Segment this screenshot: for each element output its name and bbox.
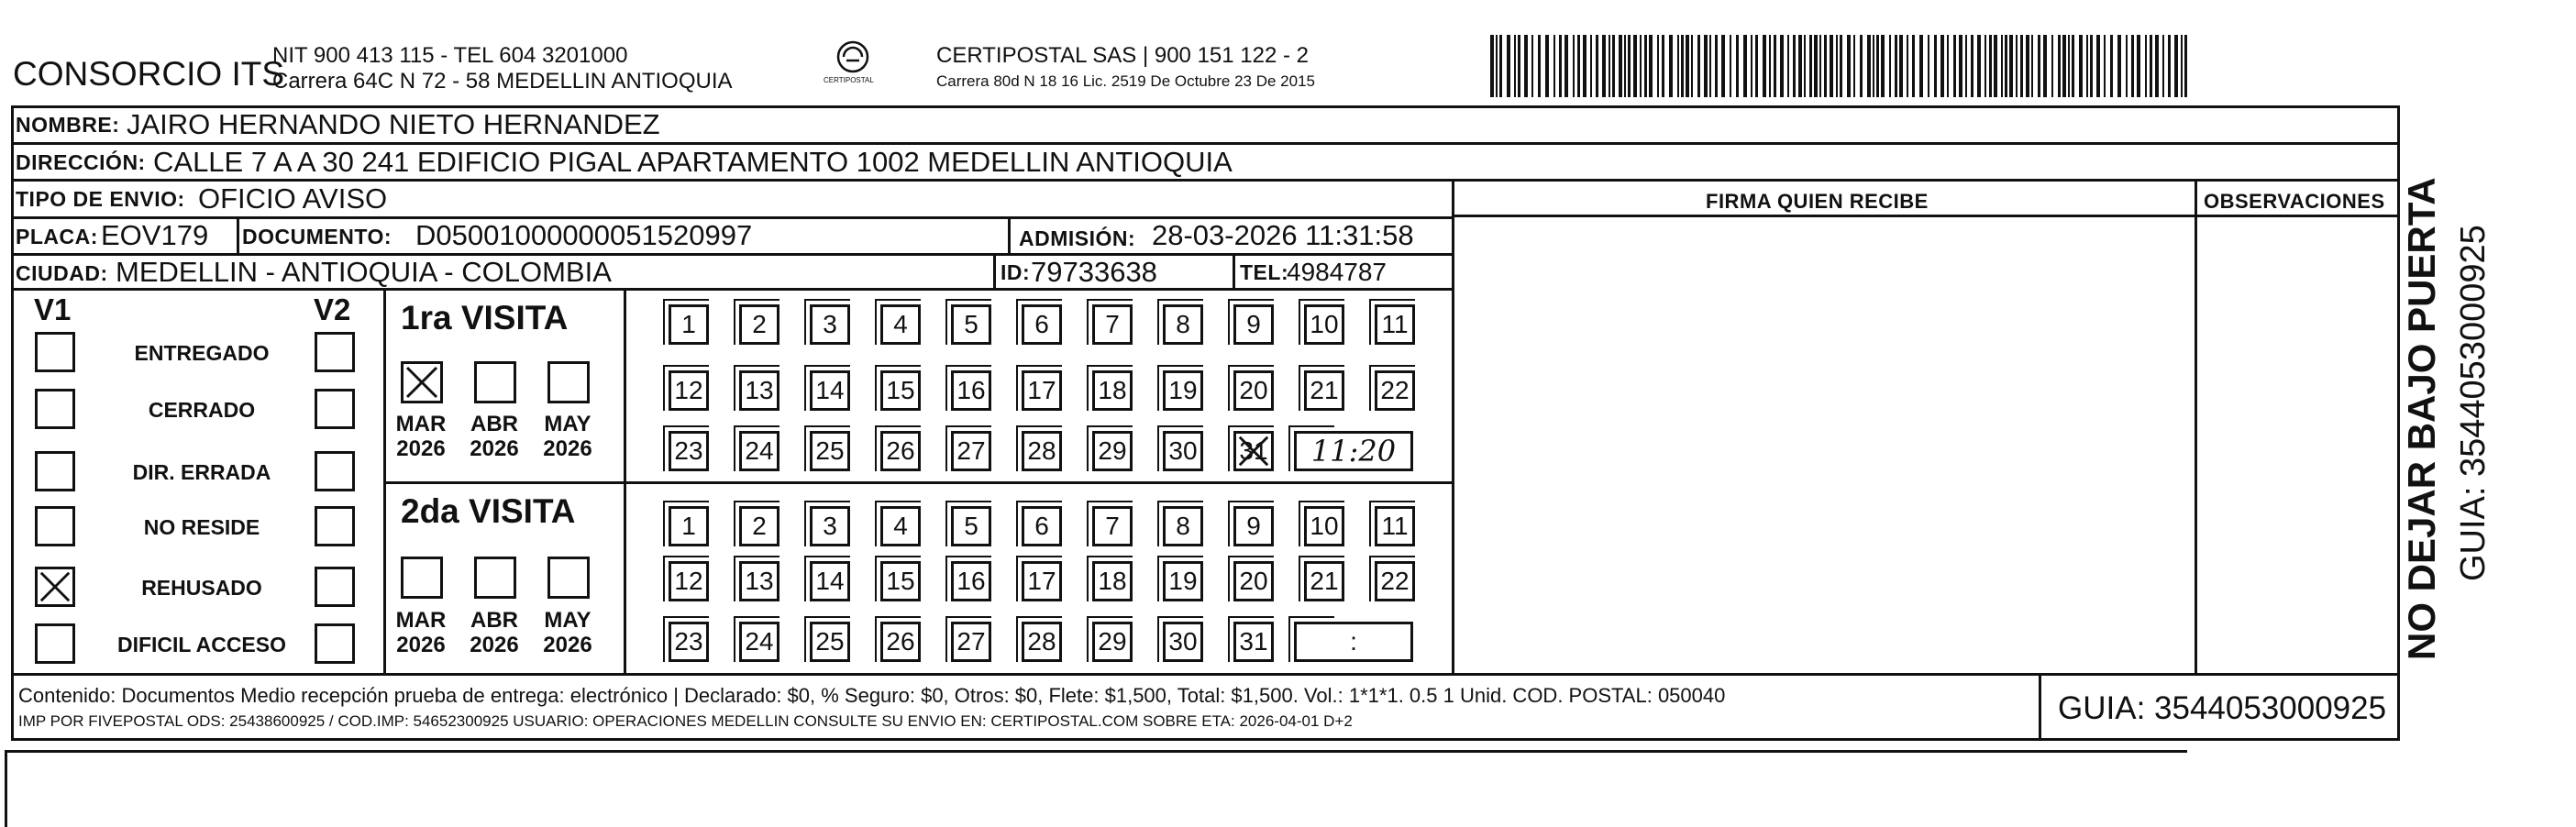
day-box[interactable]: 25 — [810, 622, 850, 662]
barcode-bar — [1830, 35, 1833, 97]
barcode-bar — [2072, 35, 2074, 97]
barcode-bar — [1928, 35, 1929, 97]
tipo-value: OFICIO AVISO — [198, 182, 388, 215]
barcode-bar — [1755, 35, 1758, 97]
tipo-label: TIPO DE ENVIO: — [16, 187, 185, 211]
barcode-bar — [1899, 35, 1903, 97]
month-label: MAR 2026 — [395, 412, 447, 461]
barcode-bar — [1577, 35, 1580, 97]
day-box[interactable]: 1 — [669, 506, 709, 546]
barcode-bar — [1691, 35, 1693, 97]
barcode-bar — [1919, 35, 1923, 97]
day-box[interactable]: 25 — [810, 431, 850, 471]
barcode-bar — [2145, 35, 2147, 97]
rule — [11, 142, 2400, 145]
barcode-bar — [1709, 35, 1711, 97]
status-label: DIR. ERRADA — [132, 460, 271, 484]
barcode-bar — [1553, 35, 1555, 97]
day-box[interactable]: 27 — [951, 622, 991, 662]
barcode-bar — [2026, 35, 2029, 97]
barcode-bar — [1736, 35, 1739, 97]
rule — [11, 673, 2400, 676]
barcode-bar — [1947, 35, 1949, 97]
rule — [993, 253, 996, 290]
barcode — [1490, 35, 2187, 97]
day-box[interactable]: 9 — [1233, 304, 1274, 345]
barcode-bar — [1559, 35, 1562, 97]
day-box[interactable]: 16 — [951, 561, 991, 601]
day-box[interactable]: 28 — [1022, 622, 1062, 662]
rule — [624, 288, 626, 673]
barcode-bar — [2051, 35, 2053, 97]
day-box[interactable]: 26 — [880, 622, 921, 662]
day-box[interactable]: 20 — [1233, 370, 1274, 411]
v2-checkbox[interactable] — [315, 506, 355, 546]
barcode-bar — [1793, 35, 1796, 97]
courier-line: CERTIPOSTAL SAS | 900 151 122 - 2 — [936, 43, 1309, 68]
day-box[interactable]: 11 — [1375, 506, 1415, 546]
barcode-bar — [1985, 35, 1986, 97]
day-box[interactable]: 13 — [739, 370, 779, 411]
barcode-bar — [1907, 35, 1908, 97]
barcode-bar — [2079, 35, 2083, 97]
day-box[interactable]: 12 — [669, 370, 709, 411]
barcode-bar — [1965, 35, 1967, 97]
day-box[interactable]: 23 — [669, 622, 709, 662]
month-checkbox[interactable] — [401, 361, 443, 403]
day-box[interactable]: 8 — [1163, 304, 1203, 345]
rule — [237, 216, 239, 254]
v2-checkbox[interactable] — [315, 389, 355, 429]
day-box[interactable]: 5 — [951, 304, 991, 345]
v2-checkbox[interactable] — [315, 332, 355, 372]
barcode-bar — [1538, 35, 1541, 97]
day-box[interactable]: 27 — [951, 431, 991, 471]
day-box[interactable]: 10 — [1304, 506, 1344, 546]
barcode-bar — [2031, 35, 2033, 97]
barcode-bar — [1840, 35, 1842, 97]
month-label: MAR 2026 — [395, 608, 447, 657]
barcode-bar — [1697, 35, 1700, 97]
placa-label: PLACA: — [16, 225, 98, 248]
barcode-bar — [1819, 35, 1821, 97]
barcode-bar — [1934, 35, 1937, 97]
barcode-bar — [1490, 35, 1494, 97]
barcode-bar — [2162, 35, 2164, 97]
day-box[interactable]: 20 — [1233, 561, 1274, 601]
v1-checkbox[interactable] — [35, 389, 75, 429]
company-address: Carrera 64C N 72 - 58 MEDELLIN ANTIOQUIA — [272, 69, 733, 94]
day-box[interactable]: 18 — [1092, 561, 1133, 601]
barcode-bar — [1889, 35, 1891, 97]
day-box[interactable]: 15 — [880, 370, 921, 411]
month-checkbox[interactable] — [474, 557, 516, 599]
barcode-bar — [1743, 35, 1747, 97]
day-box[interactable]: 7 — [1092, 304, 1133, 345]
barcode-bar — [1686, 35, 1689, 97]
ciudad-value: MEDELLIN - ANTIOQUIA - COLOMBIA — [116, 256, 612, 288]
barcode-bar — [2062, 35, 2066, 97]
month-checkbox[interactable] — [547, 557, 590, 599]
id-label: ID: — [1001, 260, 1031, 284]
day-box[interactable]: 21 — [1304, 370, 1344, 411]
company-nit: NIT 900 413 115 - TEL 604 3201000 — [272, 43, 628, 68]
day-box[interactable]: 6 — [1022, 506, 1062, 546]
barcode-bar — [1814, 35, 1818, 97]
documento-value: D05001000000051520997 — [415, 219, 753, 251]
barcode-bar — [1804, 35, 1806, 97]
barcode-bar — [1564, 35, 1568, 97]
barcode-bar — [1704, 35, 1708, 97]
barcode-bar — [1657, 35, 1659, 97]
time-box[interactable]: : — [1294, 622, 1413, 662]
nombre-value: JAIRO HERNANDO NIETO HERNANDEZ — [127, 108, 660, 140]
courier-address: Carrera 80d N 18 16 Lic. 2519 De Octubre 23 De 2015 — [936, 72, 1315, 90]
v1-checkbox[interactable] — [35, 506, 75, 546]
v1-checkbox[interactable] — [35, 332, 75, 372]
barcode-bar — [1787, 35, 1789, 97]
barcode-bar — [1518, 35, 1520, 97]
barcode-bar — [2020, 35, 2023, 97]
barcode-bar — [2181, 35, 2183, 97]
barcode-bar — [2096, 35, 2100, 97]
v1-checkbox[interactable] — [35, 623, 75, 664]
barcode-bar — [1573, 35, 1575, 97]
day-box[interactable]: 29 — [1092, 622, 1133, 662]
day-box[interactable]: 29 — [1092, 431, 1133, 471]
day-box[interactable]: 22 — [1375, 561, 1415, 601]
rule — [1008, 216, 1011, 254]
barcode-bar — [2068, 35, 2070, 97]
barcode-bar — [2058, 35, 2061, 97]
barcode-bar — [1531, 35, 1533, 97]
first-visit-title: 1ra VISITA — [401, 299, 569, 336]
barcode-bar — [2086, 35, 2088, 97]
day-box[interactable]: 28 — [1022, 431, 1062, 471]
barcode-bar — [2104, 35, 2106, 97]
day-box[interactable]: 17 — [1022, 561, 1062, 601]
barcode-bar — [1609, 35, 1610, 97]
rule — [1233, 253, 1235, 290]
day-box[interactable]: 4 — [880, 304, 921, 345]
day-box[interactable]: 7 — [1092, 506, 1133, 546]
day-box[interactable]: 24 — [739, 622, 779, 662]
month-label: MAY 2026 — [543, 608, 592, 657]
day-box[interactable]: 2 — [739, 506, 779, 546]
day-box[interactable]: 11 — [1375, 304, 1415, 345]
barcode-bar — [1681, 35, 1684, 97]
rule — [5, 750, 7, 827]
barcode-bar — [1677, 35, 1679, 97]
barcode-bar — [2184, 35, 2187, 97]
barcode-bar — [1583, 35, 1587, 97]
status-label: NO RESIDE — [143, 515, 260, 539]
barcode-bar — [1624, 35, 1626, 97]
barcode-bar — [1751, 35, 1752, 97]
admision-label: ADMISIÓN: — [1019, 226, 1136, 250]
barcode-bar — [1977, 35, 1981, 97]
day-box[interactable]: 21 — [1304, 561, 1344, 601]
barcode-bar — [1809, 35, 1812, 97]
day-box[interactable]: 9 — [1233, 506, 1274, 546]
barcode-bar — [1721, 35, 1725, 97]
day-box[interactable]: 17 — [1022, 370, 1062, 411]
day-box[interactable]: 22 — [1375, 370, 1415, 411]
barcode-bar — [1662, 35, 1664, 97]
barcode-bar — [2016, 35, 2018, 97]
day-box[interactable]: 8 — [1163, 506, 1203, 546]
company-name: CONSORCIO ITS — [13, 55, 285, 93]
barcode-bar — [1640, 35, 1642, 97]
barcode-bar — [2117, 35, 2121, 97]
v2-header: V2 — [314, 292, 351, 326]
v1-checkbox[interactable] — [35, 451, 75, 491]
day-box[interactable]: 1 — [669, 304, 709, 345]
rule — [2039, 673, 2041, 741]
firma-header: FIRMA QUIEN RECIBE — [1706, 190, 1929, 213]
barcode-bar — [1971, 35, 1973, 97]
barcode-bar — [1514, 35, 1516, 97]
day-box[interactable]: 30 — [1163, 431, 1203, 471]
barcode-bar — [1602, 35, 1606, 97]
day-box[interactable]: 14 — [810, 561, 850, 601]
barcode-bar — [1959, 35, 1962, 97]
barcode-bar — [1824, 35, 1827, 97]
barcode-bar — [1644, 35, 1647, 97]
barcode-bar — [1524, 35, 1528, 97]
tel-value: 4984787 — [1287, 258, 1388, 286]
id-value: 79733638 — [1031, 256, 1157, 288]
day-box[interactable]: 19 — [1163, 370, 1203, 411]
footer-line-1: Contenido: Documentos Medio recepción prueba de entrega: electrónico | Declarado: $0, % Seguro: $0, Otros: $0, Flete: $1,500, Total: $1,500. Vol.: 1*1*1. 0.5 1 Unid. COD. POSTAL: 050040 — [18, 684, 1726, 707]
barcode-bar — [1798, 35, 1802, 97]
direccion-value: CALLE 7 A A 30 241 EDIFICIO PIGAL APARTAMENTO 1002 MEDELLIN ANTIOQUIA — [153, 146, 1233, 178]
barcode-bar — [1867, 35, 1871, 97]
day-box[interactable]: 19 — [1163, 561, 1203, 601]
day-box[interactable]: 3 — [810, 506, 850, 546]
barcode-bar — [1628, 35, 1631, 97]
v1-header: V1 — [34, 292, 72, 326]
barcode-bar — [1619, 35, 1622, 97]
side-notice: NO DEJAR BAJO PUERTA — [2400, 177, 2443, 660]
barcode-bar — [1953, 35, 1956, 97]
rule — [11, 179, 2400, 182]
day-box[interactable]: 13 — [739, 561, 779, 601]
barcode-bar — [2174, 35, 2178, 97]
day-box[interactable]: 5 — [951, 506, 991, 546]
barcode-bar — [1649, 35, 1653, 97]
barcode-bar — [1769, 35, 1771, 97]
barcode-bar — [2009, 35, 2013, 97]
rule — [383, 288, 386, 673]
logo-text: CERTIPOSTAL — [824, 76, 874, 84]
barcode-bar — [1499, 35, 1502, 97]
barcode-bar — [1912, 35, 1915, 97]
barcode-bar — [2168, 35, 2171, 97]
day-box[interactable]: 24 — [739, 431, 779, 471]
barcode-bar — [1881, 35, 1885, 97]
status-label: DIFICIL ACCESO — [116, 633, 286, 656]
barcode-bar — [1836, 35, 1838, 97]
barcode-bar — [2038, 35, 2040, 97]
barcode-bar — [1496, 35, 1498, 97]
barcode-bar — [2110, 35, 2113, 97]
day-box[interactable]: 26 — [880, 431, 921, 471]
barcode-bar — [1633, 35, 1637, 97]
v2-checkbox[interactable] — [315, 451, 355, 491]
barcode-bar — [1994, 35, 1997, 97]
day-box[interactable]: 12 — [669, 561, 709, 601]
direccion-label: DIRECCIÓN: — [16, 150, 146, 174]
barcode-bar — [1860, 35, 1863, 97]
day-box[interactable]: 23 — [669, 431, 709, 471]
ciudad-label: CIUDAD: — [16, 261, 108, 285]
barcode-bar — [1507, 35, 1510, 97]
status-label: CERRADO — [148, 398, 256, 422]
month-checkbox[interactable] — [547, 361, 590, 403]
day-box[interactable]: 14 — [810, 370, 850, 411]
month-label: ABR 2026 — [470, 608, 519, 657]
day-box[interactable]: 16 — [951, 370, 991, 411]
barcode-bar — [1590, 35, 1592, 97]
barcode-bar — [1612, 35, 1615, 97]
barcode-bar — [1940, 35, 1944, 97]
v1-checkbox[interactable] — [35, 567, 75, 607]
barcode-bar — [1774, 35, 1776, 97]
tel-label: TEL: — [1240, 260, 1289, 284]
admision-value: 28-03-2026 11:31:58 — [1152, 219, 1414, 251]
barcode-bar — [1853, 35, 1855, 97]
barcode-bar — [1669, 35, 1673, 97]
status-label: ENTREGADO — [134, 341, 270, 365]
time-box[interactable]: 11:20 — [1294, 431, 1413, 471]
barcode-bar — [2090, 35, 2093, 97]
second-visit-title: 2da VISITA — [401, 492, 576, 530]
observaciones-header: OBSERVACIONES — [2204, 190, 2385, 213]
rule — [11, 288, 1454, 291]
day-box[interactable]: 15 — [880, 561, 921, 601]
day-box[interactable]: 18 — [1092, 370, 1133, 411]
month-checkbox[interactable] — [474, 361, 516, 403]
barcode-bar — [2155, 35, 2159, 97]
barcode-bar — [2001, 35, 2003, 97]
barcode-bar — [1895, 35, 1897, 97]
day-box[interactable]: 4 — [880, 506, 921, 546]
barcode-bar — [1730, 35, 1731, 97]
barcode-bar — [2005, 35, 2007, 97]
barcode-bar — [1715, 35, 1718, 97]
barcode-bar — [1989, 35, 1992, 97]
status-label: REHUSADO — [141, 576, 262, 600]
side-guia: GUIA: 3544053000925 — [2454, 225, 2493, 581]
rule — [2195, 179, 2197, 674]
barcode-bar — [2137, 35, 2140, 97]
day-box[interactable]: 6 — [1022, 304, 1062, 345]
barcode-bar — [1847, 35, 1851, 97]
barcode-bar — [1763, 35, 1766, 97]
day-box[interactable]: 2 — [739, 304, 779, 345]
day-box[interactable]: 30 — [1163, 622, 1203, 662]
barcode-bar — [2150, 35, 2152, 97]
barcode-bar — [1545, 35, 1549, 97]
barcode-bar — [1876, 35, 1879, 97]
certipostal-logo — [816, 40, 890, 95]
day-box[interactable]: 31 — [1233, 622, 1274, 662]
day-box[interactable]: 3 — [810, 304, 850, 345]
month-checkbox[interactable] — [401, 557, 443, 599]
month-label: MAY 2026 — [543, 412, 592, 461]
barcode-bar — [1780, 35, 1784, 97]
documento-label: DOCUMENTO: — [242, 225, 392, 248]
day-box[interactable]: 31 — [1233, 431, 1274, 471]
barcode-bar — [2131, 35, 2134, 97]
footer-guia: GUIA: 3544053000925 — [2058, 690, 2387, 726]
month-label: ABR 2026 — [470, 412, 519, 461]
footer-line-2: IMP POR FIVEPOSTAL ODS: 25438600925 / COD.IMP: 54652300925 USUARIO: OPERACIONES MEDELLIN CONSULTE SU ENVIO EN: CERTIPOSTAL.COM SOBRE ETA: 2026-04-01 D+2 — [18, 712, 1353, 730]
barcode-bar — [1596, 35, 1598, 97]
barcode-bar — [2043, 35, 2047, 97]
rule — [383, 481, 1454, 484]
v2-checkbox[interactable] — [315, 567, 355, 607]
barcode-bar — [2126, 35, 2128, 97]
v2-checkbox[interactable] — [315, 623, 355, 664]
nombre-label: NOMBRE: — [16, 113, 120, 137]
placa-value: EOV179 — [101, 219, 209, 251]
rule — [1452, 215, 2400, 217]
barcode-bar — [1873, 35, 1874, 97]
day-box[interactable]: 10 — [1304, 304, 1344, 345]
rule — [1452, 179, 1454, 674]
rule — [5, 750, 2187, 753]
